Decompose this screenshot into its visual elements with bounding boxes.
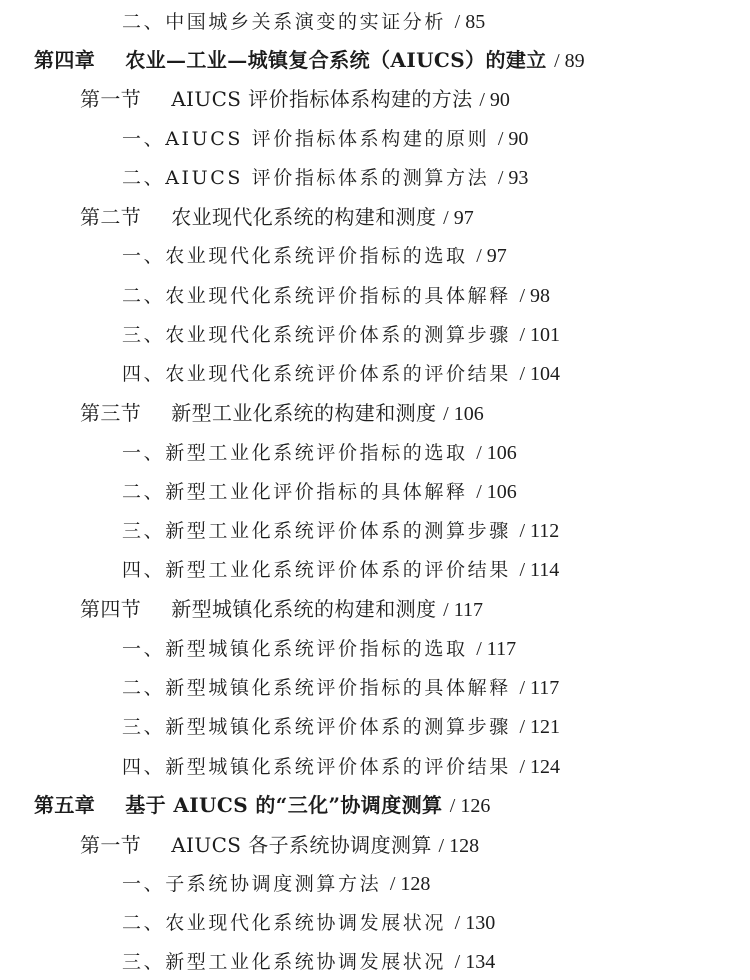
toc-page-number: / 97 — [443, 207, 474, 229]
toc-page-number: / 124 — [519, 756, 561, 778]
toc-page-number: / 134 — [454, 951, 496, 973]
toc-item-label: 一、AIUCS 评价指标体系构建的原则 — [122, 128, 490, 150]
toc-page-number: / 90 — [479, 89, 510, 111]
toc-page-number: / 117 — [476, 638, 517, 660]
toc-page-number: / 128 — [438, 835, 480, 857]
toc-page-number: / 106 — [476, 442, 517, 464]
toc-section-title: 农业现代化系统的构建和测度 — [171, 205, 437, 229]
toc-section-title: AIUCS 各子系统协调度测算 — [171, 833, 432, 857]
toc-chapter — [34, 50, 585, 71]
toc-item-label: 二、农业现代化系统协调发展状况 — [122, 912, 447, 934]
toc-page-number: / 106 — [443, 403, 484, 425]
toc-page-number: / 128 — [389, 873, 431, 895]
toc-chapter-title: 农业—工业—城镇复合系统（AIUCS）的建立 — [125, 48, 547, 72]
toc-item-label: 二、中国城乡关系演变的实证分析 — [122, 11, 447, 33]
toc-item — [122, 246, 507, 266]
toc-item-label: 一、子系统协调度测算方法 — [122, 873, 382, 895]
toc-section-number: 第一节 — [80, 833, 142, 857]
toc-item — [122, 286, 550, 306]
toc-page-number: / 106 — [476, 481, 517, 503]
toc-item — [122, 521, 559, 541]
toc-item — [122, 443, 517, 463]
toc-item-label: 二、AIUCS 评价指标体系的测算方法 — [122, 167, 490, 189]
toc-item — [122, 12, 485, 32]
toc-page-number: / 97 — [476, 245, 507, 267]
toc-page-number: / 117 — [443, 599, 483, 621]
toc-item — [122, 560, 559, 580]
toc-section — [80, 835, 479, 856]
toc-page-number: / 101 — [519, 324, 561, 346]
toc-chapter-title: 基于 AIUCS 的“三化”协调度测算 — [125, 793, 443, 817]
toc-page-number: / 98 — [519, 285, 551, 307]
toc-section-number: 第三节 — [80, 401, 142, 425]
toc-item-label: 三、新型工业化系统协调发展状况 — [122, 951, 447, 973]
toc-item-label: 二、农业现代化系统评价指标的具体解释 — [122, 285, 511, 307]
toc-section — [80, 403, 484, 424]
toc-item — [122, 913, 495, 933]
toc-item — [122, 364, 560, 384]
toc-section-number: 第一节 — [80, 87, 142, 111]
toc-item-label: 四、农业现代化系统评价体系的评价结果 — [122, 363, 511, 385]
toc-item-label: 三、农业现代化系统评价体系的测算步骤 — [122, 324, 511, 346]
toc-page-number: / 114 — [519, 559, 560, 581]
toc-item — [122, 129, 528, 149]
toc-item-label: 一、新型工业化系统评价指标的选取 — [122, 442, 468, 464]
toc-page-number: / 117 — [519, 677, 560, 699]
toc-item-label: 二、新型工业化评价指标的具体解释 — [122, 481, 468, 503]
toc-page-number: / 126 — [449, 795, 491, 817]
toc-section — [80, 89, 510, 110]
toc-item-label: 二、新型城镇化系统评价指标的具体解释 — [122, 677, 511, 699]
toc-item — [122, 874, 430, 894]
toc-section — [80, 599, 483, 620]
toc-item-label: 四、新型城镇化系统评价体系的评价结果 — [122, 756, 511, 778]
toc-chapter — [34, 795, 490, 816]
toc-item-label: 三、新型工业化系统评价体系的测算步骤 — [122, 520, 511, 542]
toc-item-label: 一、农业现代化系统评价指标的选取 — [122, 245, 468, 267]
toc-page-number: / 85 — [454, 11, 486, 33]
toc-item — [122, 678, 559, 698]
toc-section-title: 新型城镇化系统的构建和测度 — [171, 597, 437, 621]
toc-page-number: / 89 — [554, 50, 585, 72]
toc-section — [80, 207, 474, 228]
toc-chapter-number: 第四章 — [34, 48, 96, 72]
toc-item — [122, 168, 528, 188]
toc-section-number: 第四节 — [80, 597, 142, 621]
toc-chapter-number: 第五章 — [34, 793, 96, 817]
toc-page-number: / 90 — [497, 128, 529, 150]
toc-page-number: / 130 — [454, 912, 496, 934]
toc-item — [122, 717, 560, 737]
toc-page-number: / 104 — [519, 363, 561, 385]
toc-page-number: / 93 — [497, 167, 529, 189]
toc-item — [122, 757, 560, 777]
toc-item — [122, 482, 517, 502]
toc-page-number: / 112 — [519, 520, 560, 542]
toc-item — [122, 952, 495, 972]
toc-section-title: AIUCS 评价指标体系构建的方法 — [171, 87, 473, 111]
toc-item — [122, 639, 516, 659]
toc-section-title: 新型工业化系统的构建和测度 — [171, 401, 437, 425]
toc-item-label: 一、新型城镇化系统评价指标的选取 — [122, 638, 468, 660]
toc-item-label: 四、新型工业化系统评价体系的评价结果 — [122, 559, 511, 581]
toc-item-label: 三、新型城镇化系统评价体系的测算步骤 — [122, 716, 511, 738]
toc-page-number: / 121 — [519, 716, 561, 738]
toc-item — [122, 325, 560, 345]
toc-section-number: 第二节 — [80, 205, 142, 229]
